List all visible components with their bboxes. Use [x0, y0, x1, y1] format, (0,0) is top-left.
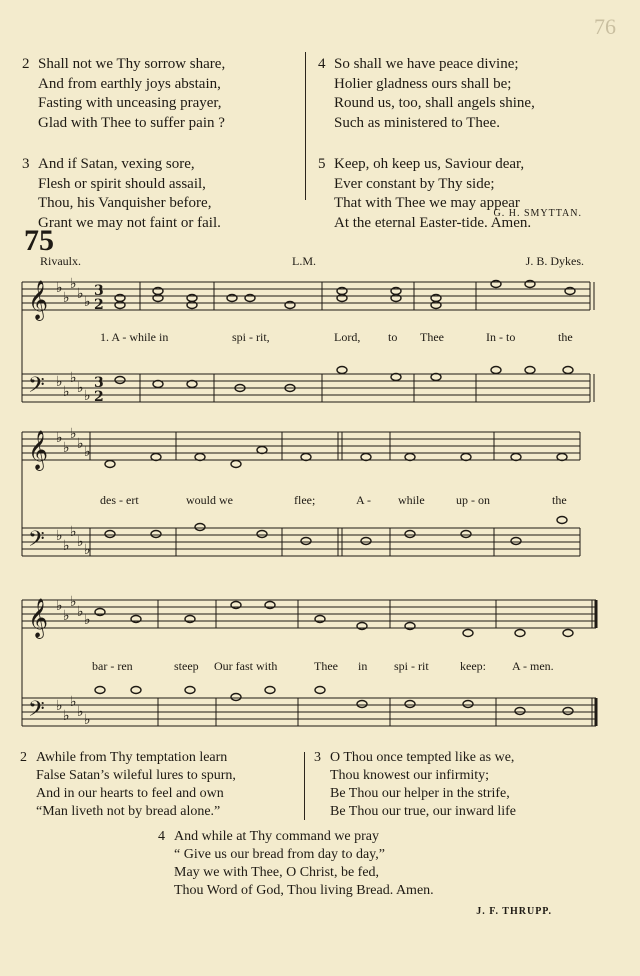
stanza-number: 2 [20, 750, 27, 765]
verse-line: Awhile from Thy temptation learn [36, 750, 228, 765]
svg-text:♭: ♭ [63, 708, 70, 724]
lyric-syllable: steep [174, 659, 199, 673]
lyric-syllable: in [358, 659, 368, 673]
svg-text:♭: ♭ [77, 380, 84, 396]
stanza-number: 2 [22, 56, 30, 72]
svg-text:♭: ♭ [84, 612, 91, 628]
stanza-number: 4 [318, 56, 326, 72]
composer: J. B. Dykes. [525, 254, 584, 268]
lyric-syllable: 1. A - while in [100, 330, 169, 344]
lyric-syllable: Lord, [334, 330, 361, 344]
svg-text:2: 2 [94, 389, 104, 405]
lyric-syllable: the [552, 493, 567, 507]
svg-text:♭: ♭ [84, 712, 91, 728]
verse-line: Round us, too, shall angels shine, [334, 95, 535, 111]
svg-text:♭: ♭ [56, 698, 63, 714]
svg-text:♭: ♭ [56, 528, 63, 544]
lyric-syllable: spi - rit, [232, 330, 270, 344]
lyric-syllable: A - [356, 493, 371, 507]
svg-text:♭: ♭ [70, 370, 77, 386]
svg-text:𝄞: 𝄞 [28, 430, 49, 470]
svg-text:𝄢: 𝄢 [28, 527, 45, 557]
svg-text:♭: ♭ [77, 534, 84, 550]
svg-text:♭: ♭ [84, 294, 91, 310]
svg-text:♭: ♭ [84, 444, 91, 460]
svg-text:♭: ♭ [70, 524, 77, 540]
verse-line: “ Give us our bread from day to day,” [174, 847, 385, 862]
svg-text:♭: ♭ [63, 538, 70, 554]
lyric-syllable: spi - rit [394, 659, 429, 673]
svg-text:♭: ♭ [77, 704, 84, 720]
svg-text:2: 2 [94, 297, 104, 313]
lyric-syllable: would we [186, 493, 233, 507]
lyric-syllable: while [398, 493, 425, 507]
lyric-syllable: des - ert [100, 493, 139, 507]
svg-text:♭: ♭ [84, 542, 91, 558]
verse-line: And in our hearts to feel and own [36, 786, 224, 801]
verse-line: Holier gladness ours shall be; [334, 75, 512, 92]
verse-line: Ever constant by Thy side; [334, 175, 495, 192]
svg-text:𝄢: 𝄢 [28, 697, 45, 727]
lyric-syllable: In - to [486, 330, 516, 344]
verse-line: Fasting with unceasing prayer, [38, 95, 222, 111]
bottom-right-column [314, 749, 516, 821]
lyric-syllable: Our fast with [214, 659, 278, 673]
lyric-syllable: bar - ren [92, 659, 133, 673]
verse-line: Glad with Thee to suffer pain ? [38, 114, 225, 131]
verse-line: O Thou once tempted like as we, [330, 750, 515, 765]
tune-name: Rivaulx. [40, 254, 81, 268]
svg-text:♭: ♭ [70, 276, 77, 292]
svg-text:♭: ♭ [63, 384, 70, 400]
svg-text:♭: ♭ [63, 608, 70, 624]
svg-text:♭: ♭ [70, 594, 77, 610]
final-stanza [158, 828, 434, 900]
verse-line: Flesh or spirit should assail, [38, 175, 206, 192]
bottom-left-column [20, 749, 236, 821]
verse-line: Thou knowest our infirmity; [330, 768, 490, 783]
stanza-number: 3 [314, 750, 321, 765]
svg-text:𝄢: 𝄢 [28, 373, 45, 403]
svg-text:♭: ♭ [63, 440, 70, 456]
verse-line: And if Satan, vexing sore, [38, 156, 195, 172]
verse-line: Shall not we Thy sorrow share, [38, 56, 226, 72]
verse-line: Thou, his Vanquisher before, [38, 195, 212, 211]
lyric-syllable: keep: [460, 659, 486, 673]
column-divider [304, 752, 305, 820]
verse-line: And while at Thy command we pray [174, 829, 380, 844]
previous-hymn-author: G. H. SMYTTAN. [493, 208, 582, 219]
stanza-number: 4 [158, 829, 165, 844]
svg-text:♭: ♭ [56, 280, 63, 296]
svg-text:♭: ♭ [56, 598, 63, 614]
hymn-number: 75 [24, 224, 54, 257]
stanza-number: 5 [318, 156, 326, 172]
lyric-syllable: Thee [420, 330, 444, 344]
lyric-syllable: A - men. [512, 659, 554, 673]
verse-line: Thou Word of God, Thou living Bread. Amen. [174, 883, 434, 898]
verse-line: Keep, oh keep us, Saviour dear, [334, 156, 525, 172]
svg-text:3: 3 [94, 375, 104, 391]
meter: L.M. [292, 254, 316, 268]
stanza-number: 3 [22, 156, 30, 172]
verse-line: Such as ministered to Thee. [334, 114, 500, 131]
verse-line: Be Thou our helper in the strife, [330, 786, 510, 801]
verse-line: At the eternal Easter-tide. Amen. [334, 214, 532, 231]
svg-text:♭: ♭ [70, 694, 77, 710]
verse-line: May we with Thee, O Christ, be fed, [174, 865, 380, 880]
svg-text:♭: ♭ [63, 290, 70, 306]
lyric-syllable: up - on [456, 493, 490, 507]
page-number: 76 [594, 14, 616, 39]
svg-text:♭: ♭ [56, 430, 63, 446]
verse-line: False Satan’s wileful lures to spurn, [36, 768, 236, 783]
svg-text:♭: ♭ [77, 286, 84, 302]
svg-text:♭: ♭ [84, 388, 91, 404]
verse-line: And from earthly joys abstain, [38, 75, 221, 92]
svg-text:♭: ♭ [77, 436, 84, 452]
verse-line: Be Thou our true, our inward life [330, 804, 516, 819]
lyric-syllable: the [558, 330, 573, 344]
verse-line: That with Thee we may appear [334, 195, 520, 211]
svg-text:♭: ♭ [77, 604, 84, 620]
lyric-syllable: to [388, 330, 398, 344]
lyric-syllable: flee; [294, 493, 316, 507]
svg-text:𝄞: 𝄞 [28, 598, 49, 638]
svg-text:♭: ♭ [56, 374, 63, 390]
verse-line: Grant we may not faint or fail. [38, 214, 221, 231]
lyric-syllable: Thee [314, 659, 338, 673]
svg-text:𝄞: 𝄞 [28, 280, 49, 320]
verse-line: So shall we have peace divine; [334, 56, 519, 72]
hymn-author: J. F. THRUPP. [476, 906, 552, 917]
svg-text:♭: ♭ [70, 426, 77, 442]
svg-text:3: 3 [94, 283, 104, 299]
verse-line: “Man liveth not by bread alone.” [36, 804, 221, 819]
